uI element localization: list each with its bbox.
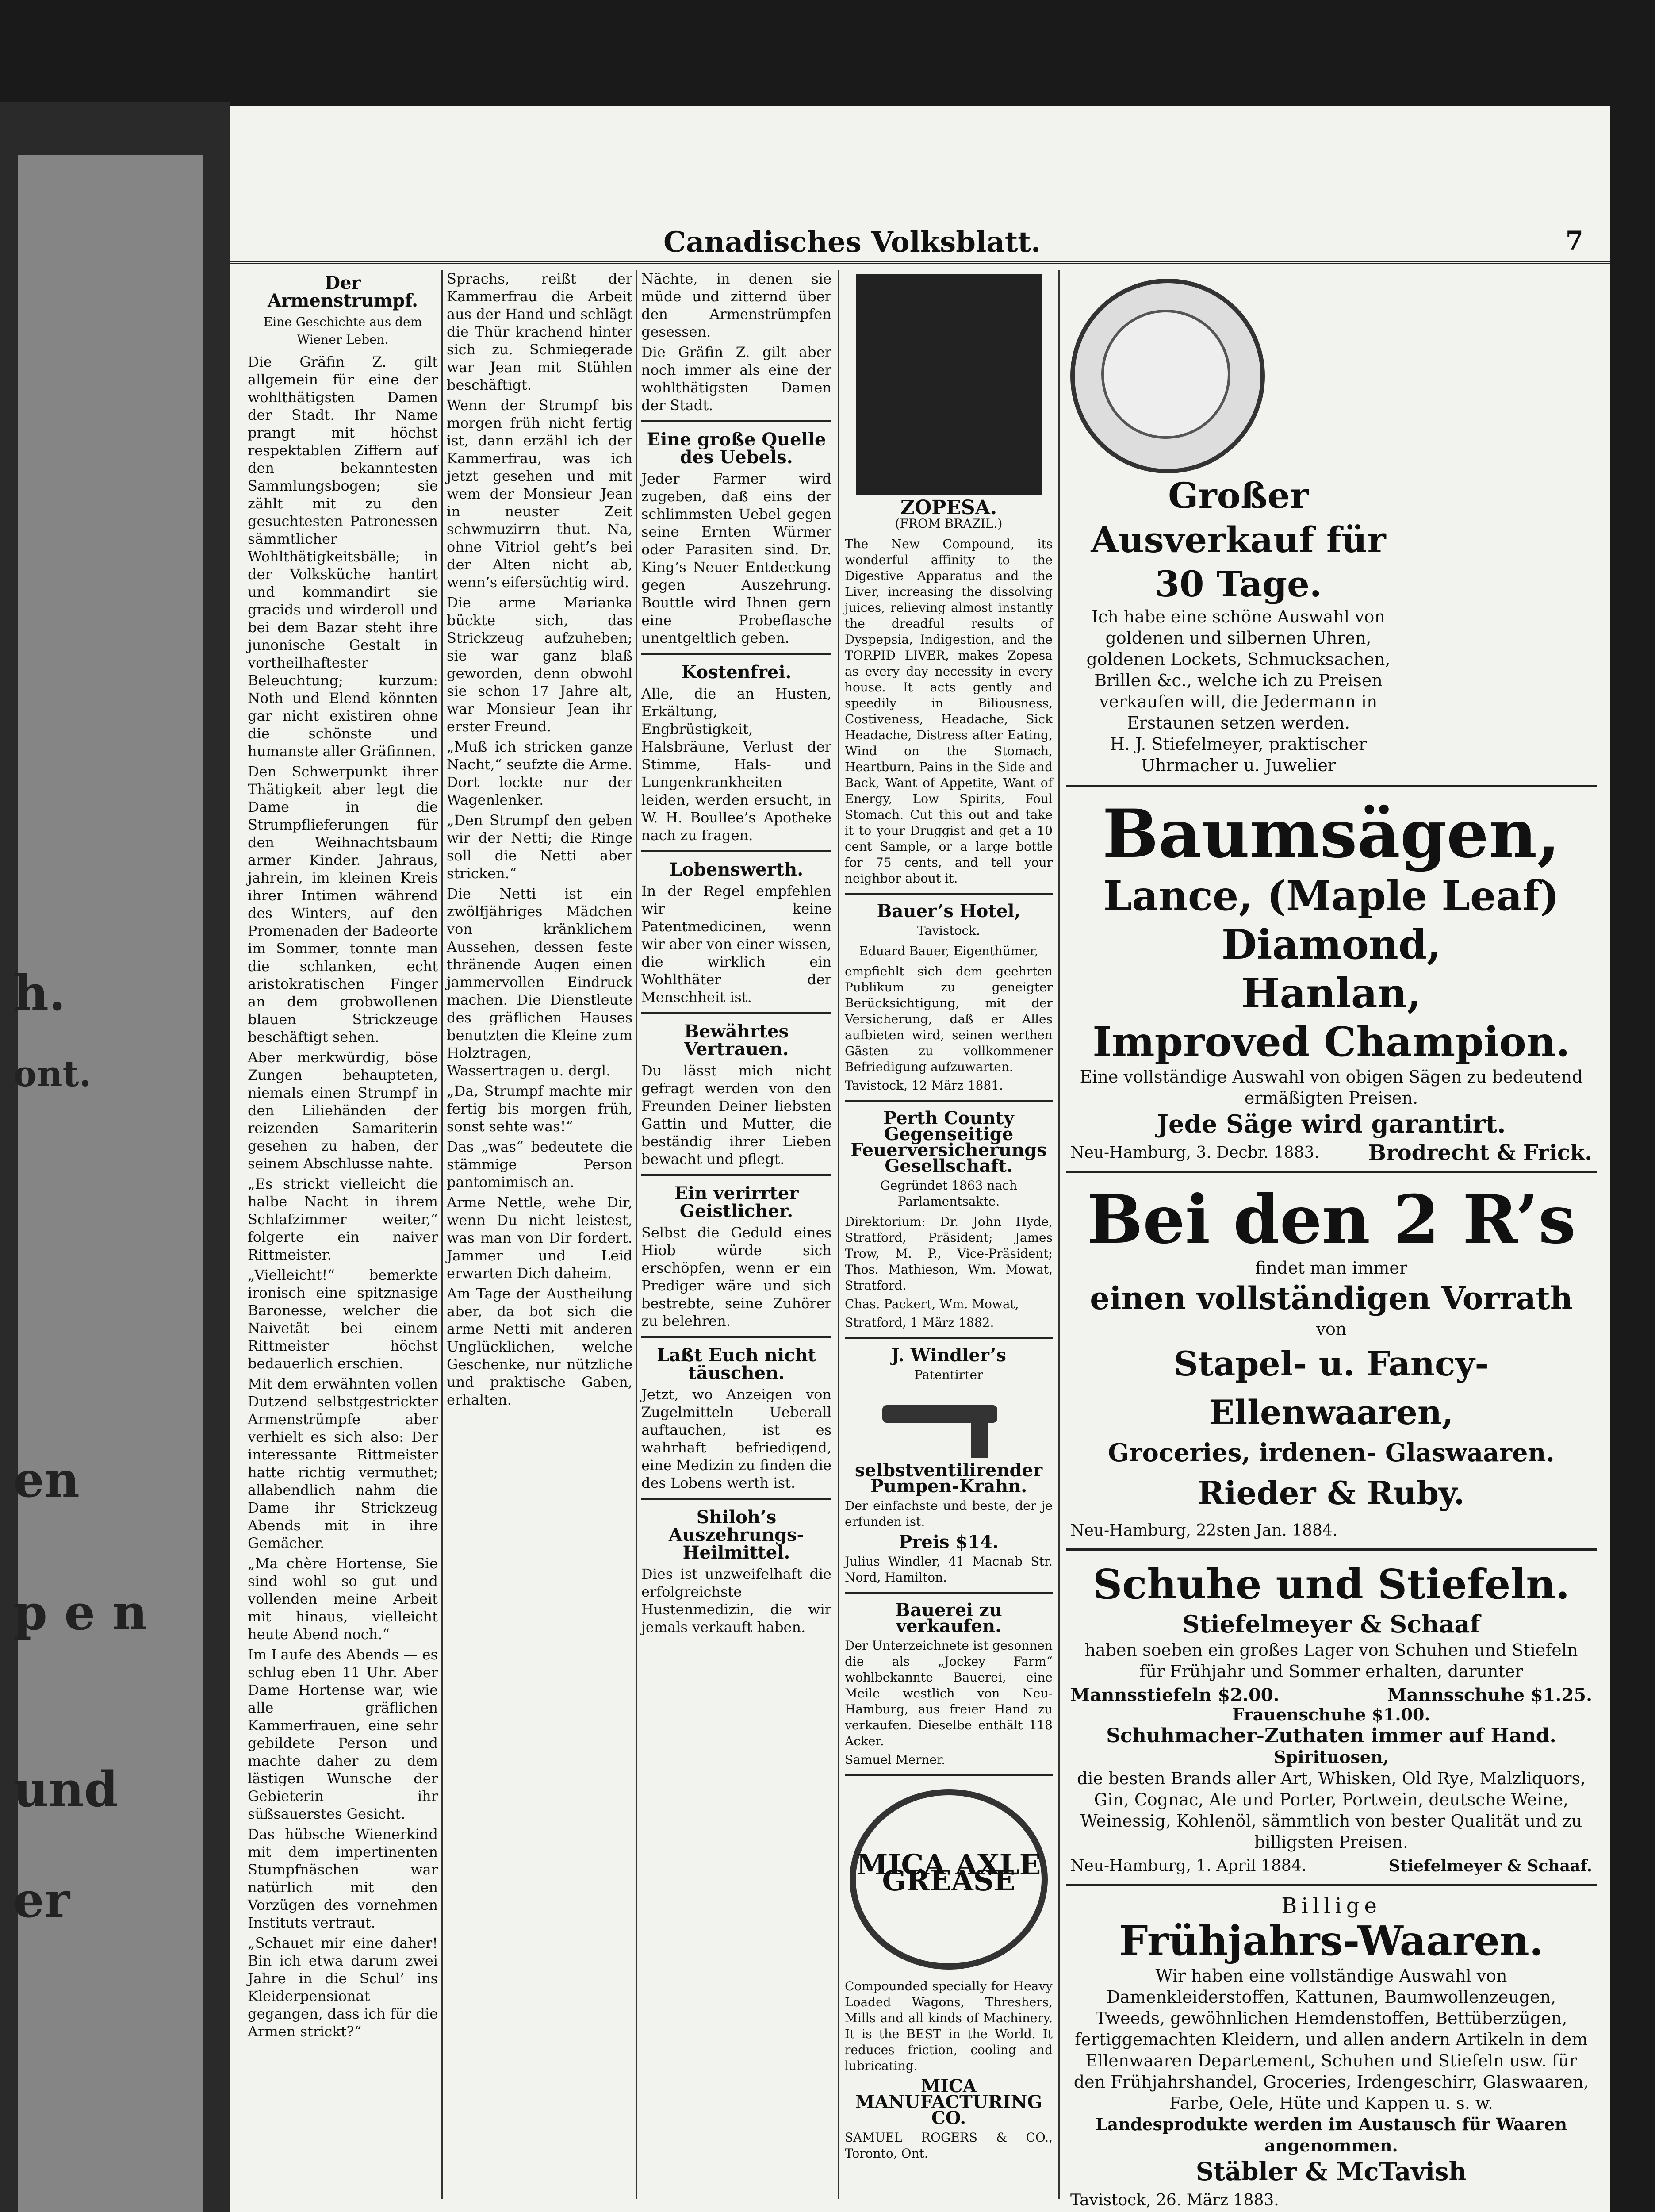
brewery-ad (845, 1592, 1053, 1768)
pump-contact: Julius Windler, 41 Macnab Str. Nord, Hamilton. (845, 1554, 1053, 1585)
margin-fragment: ont. (13, 1053, 92, 1094)
shoes-firm-top: Stiefelmeyer & Schaaf (1182, 1610, 1480, 1638)
notice (641, 420, 831, 647)
notice-text: Jeder Farmer wird zugeben, daß eins der schlimmsten Uebel gegen seine Ernten Würmer oder Parasiten sind. Dr. King’s Neuer Entdeckung gegen Auszehrung. Bouttle wird Ihnen gern eine Probeflasche unentgeltlich geben. (641, 470, 831, 646)
watch-sale-text: Ich habe eine schöne Auswahl von goldenen und silbernen Uhren, goldenen Lockets, Schmucksachen, Brillen &c., welche ich zu Preisen verkaufen will, die Jedermann in Erstaunen setzen werden. (1086, 607, 1391, 733)
paragraph: Im Laufe des Abends — es schlug eben 11 Uhr. Aber Dame Hortense war, wie alle gräflichen Kammerfrauen, eine sehr gebildete Person und machte daher zu dem lästigen Wunsche der Gebieterin ihr süßsauerstes Gesicht. (248, 1646, 438, 1822)
shoes-price: Frauenschuhe $1.00. (1232, 1705, 1430, 1724)
emblem-text: MICA AXLE GREASE (856, 1848, 1041, 1897)
saws-ad (1066, 787, 1597, 1173)
column-ads (845, 270, 1053, 2199)
hotel-owner: Eduard Bauer, Eigenthümer, (859, 944, 1038, 958)
spirits-text: die besten Brands aller Art, Whisken, Old Rye, Malzliquors, Gin, Cognac, Ale und Porter, Portwein, deutsche Weine, Weinessig, Kohlenöl, sämmtlich von bester Qualität und zu billigsten Preisen. (1077, 1769, 1586, 1852)
insurance-officers: Chas. Packert, Wm. Mowat, (845, 1297, 1019, 1311)
spring-title: Frühjahrs-Waaren. (1119, 1917, 1544, 1965)
wheel-emblem-icon (850, 1789, 1048, 1970)
paragraph: Arme Nettle, wehe Dir, wenn Du nicht leistest, was man von Dir fordert. Jammer und Leid erwarten Dich daheim. (447, 1194, 632, 1282)
axle-grease-ad (845, 1774, 1053, 2162)
column-rule (838, 270, 839, 2199)
axle-company: MICA MANUFACTURING CO. (855, 2076, 1042, 2128)
notice-text: Du lässt mich nicht gefragt werden von den Freunden Deiner liebsten Gattin und Mutter, die beständig ihrer Lieben bewacht und pflegt. (641, 1062, 831, 1167)
pump-name: J. Windler’s (891, 1345, 1006, 1366)
saws-date: Neu-Hamburg, 3. Decbr. 1883. (1070, 1144, 1319, 1162)
paragraph: „Vielleicht!“ bemerkte ironisch eine spitznasige Baronesse, welcher die Naivetät bei einem Rittmeister höchst bedauerlich erschien. (248, 1267, 438, 1372)
saws-guarantee: Jede Säge wird garantirt. (1157, 1110, 1506, 1139)
story-subheading: Eine Geschichte aus dem Wiener Leben. (263, 315, 422, 347)
paragraph: Die Netti ist ein zwölfjähriges Mädchen von kränklichem Aussehen, dessen feste thränende Augen einen jammervollen Eindruck machen. Die Dienstleute des gräflichen Hauses benutzten die Kleine zum Holztragen, Wassertragen u. dergl. (447, 885, 632, 1079)
notice-text: Alle, die an Husten, Erkältung, Engbrüstigkeit, Halsbräune, Verlust der Stimme, Hals- und Lungenkrankheiten leiden, werden ersucht, in W. H. Boullee’s Apotheke nach zu fragen. (641, 685, 831, 844)
dry-goods-title: Bei den 2 R’s (1087, 1181, 1576, 1259)
shoes-ad (1066, 1551, 1597, 1886)
paragraph: Das hübsche Wienerkind mit dem impertinenten Stumpfnäschen war natürlich mit den Vorzügen des vornehmen Instituts vertraut. (248, 1826, 438, 1931)
zopesa-title: ZOPESA. (900, 496, 997, 519)
notice (641, 1336, 831, 1492)
newspaper-page (230, 106, 1610, 2212)
shoes-text: haben soeben ein großes Lager von Schuhen und Stiefeln für Frühjahr und Sommer erhalten, darunter (1084, 1640, 1578, 1681)
insurance-founded: Gegründet 1863 nach Parlamentsakte. (880, 1178, 1017, 1209)
paragraph: Das „was“ bedeutete die stämmige Person pantomimisch an. (447, 1138, 632, 1190)
shoes-supplies: Schuhmacher-Zuthaten immer auf Hand. (1106, 1724, 1556, 1747)
shoes-date: Neu-Hamburg, 1. April 1884. (1070, 1857, 1307, 1875)
column-notices (641, 270, 831, 2199)
watch-sale-heading: Großer Ausverkauf für 30 Tage. (1091, 475, 1386, 605)
pocket-watch-icon (1070, 279, 1265, 473)
notice-text: Jetzt, wo Anzeigen von Zugelmitteln Ueberall auftauchen, ist es wahrhaft befriedigend, eine Medizin zu finden die des Lobens werth ist. (641, 1386, 831, 1491)
zopesa-portrait-image (856, 274, 1042, 495)
hotel-name: Bauer’s Hotel, (877, 901, 1021, 922)
paragraph: „Ma chère Hortense, Sie sind wohl so gut und vollenden meine Arbeit mit hinaus, vielleicht heute Abend noch.“ (248, 1555, 438, 1643)
notice-heading: Lobenswerth. (669, 859, 804, 880)
notice-heading: Shiloh’s Auszehrungs-Heilmittel. (668, 1507, 805, 1563)
notice-heading: Bewährtes Vertrauen. (684, 1021, 789, 1060)
dry-goods-date: Neu-Hamburg, 22sten Jan. 1884. (1070, 1521, 1338, 1540)
margin-fragment: p e n (13, 1584, 148, 1641)
spring-note: Landesprodukte werden im Austausch für Waaren angenommen. (1095, 2114, 1567, 2155)
shoes-title: Schuhe und Stiefeln. (1092, 1560, 1570, 1608)
pump-price: Preis $14. (899, 1532, 999, 1552)
hotel-ad (845, 893, 1053, 1094)
zopesa-text: The New Compound, its wonderful affinity to the Digestive Apparatus and the Liver, increasing the dissolving juices, relieving almost instantly the dreadful results of Dyspepsia, Indigestion, and the TORPID LIVER, makes Zopesa as every day necessity in every house. It acts gently and speedily in Biliousness, Costiveness, Headache, Sick Headache, Distress after Eating, Wind on the Stomach, Heartburn, Pains in the Side and Back, Want of Appetite, Want of Energy, Low Spirits, Foul Stomach. Cut this out and take it to your Druggist and get a 10 cent Sample, or a large bottle for 75 cents, and tell your neighbor about it. (845, 537, 1053, 886)
column-rule (1058, 270, 1060, 2199)
paragraph: Am Tage der Austheilung aber, da bot sich die arme Netti mit anderen Unglücklichen, welche Geschenke, nur nützliche und praktische Gaben, erhalten. (447, 1285, 632, 1408)
saws-firm: Brodrecht & Frick. (1368, 1141, 1592, 1165)
brewery-signature: Samuel Merner. (845, 1752, 946, 1767)
brewery-heading: Bauerei zu verkaufen. (895, 1600, 1002, 1636)
column-story (248, 270, 438, 2199)
insurance-date: Stratford, 1 März 1882. (845, 1315, 994, 1330)
axle-text: Compounded specially for Heavy Loaded Wagons, Threshers, Mills and all kinds of Machinery. It is the BEST in the World. It reduces friction, cooling and lubricating. (845, 1979, 1053, 2073)
notice-heading: Ein verirrter Geistlicher. (674, 1183, 799, 1221)
column-large-ads (1066, 270, 1597, 2209)
faucet-icon (882, 1387, 1015, 1458)
spring-goods-ad (1066, 1886, 1597, 2212)
spring-date: Tavistock, 26. März 1883. (1070, 2191, 1279, 2209)
adjacent-page-edge (0, 102, 230, 2212)
notice (641, 1012, 831, 1168)
dry-goods-line: von (1316, 1319, 1347, 1339)
saw-item: Improved Champion. (1092, 1018, 1570, 1066)
dry-goods-line: findet man immer (1255, 1258, 1408, 1278)
pump-ad (845, 1337, 1053, 1586)
pump-patent: Patentirter (914, 1367, 983, 1382)
notice-text: Selbst die Geduld eines Hiob würde sich erschöpfen, wenn er ein Prediger wäre und sich bestrebte, seine Zuhörer zu belehren. (641, 1224, 831, 1329)
notice-text: In der Regel empfehlen wir keine Patentmedicinen, wenn wir aber von einer wissen, die wirklich ein Wohlthäter der Menschheit ist. (641, 883, 831, 1006)
watch-sale-ad (1066, 270, 1597, 787)
paragraph: Die Gräfin Z. gilt allgemein für eine der wohlthätigsten Damen der Stadt. Ihr Name prangt mit höchst respektablen Ziffern auf den bekanntesten Sammlungsbogen; sie zählt mit zu den gesuchtesten Patronessen sämmtlicher Wohlthätigkeitsbälle; in der Volksküche hantirt und kommandirt sie gracids und wirderoll und bei dem Bazar steht ihre junonische Gestalt in vortheilhaftester Beleuchtung; kurzum: Noth und Elend könnten gar nicht existiren ohne die schönste und humanste aller Gräfinnen. (248, 353, 438, 760)
brewery-text: Der Unterzeichnete ist gesonnen die als „Jockey Farm“ wohlbekannte Bauerei, eine Meile westlich von Neu-Hamburg, aus freier Hand zu verkaufen. Dieselbe enthält 118 Acker. (845, 1638, 1053, 1748)
paragraph: Den Schwerpunkt ihrer Thätigkeit aber legt die Dame in die Strumpflieferungen für den Weihnachtsbaum armer Kinder. Jahraus, jahrein, im kleinen Kreis ihrer Intimen während des Winters, auf den Promenaden der Badeorte im Sommer, tonnte man die schlanken, echt aristokratischen Finger an dem grobwollenen blauen Strickzeuge beschäftigt sehen. (248, 763, 438, 1045)
hotel-text: empfiehlt sich dem geehrten Publikum zu geneigter Berücksichtigung, mit der Versicherung, daß er Alles aufbieten wird, seinen werthen Gästen zu vollkommener Befriedigung aufzuwarten. (845, 964, 1053, 1074)
saw-item: Lance, (Maple Leaf) (1103, 872, 1559, 920)
paragraph: „Schauet mir eine daher! Bin ich etwa darum zwei Jahre in die Schul’ ins Kleiderpensionat gegangen, dass ich für die Armen strickt?“ (248, 1935, 438, 2040)
watch-sale-signature: H. J. Stiefelmeyer, praktischer Uhrmacher u. Juwelier (1110, 734, 1367, 775)
spring-firm: Stäbler & McTavish (1195, 2157, 1467, 2186)
paragraph: „Den Strumpf den geben wir der Netti; die Ringe soll die Netti aber stricken.“ (447, 812, 632, 882)
paragraph: Nächte, in denen sie müde und zitternd über den Armenstrümpfen gesessen. (641, 270, 831, 340)
paragraph: Die arme Marianka bückte sich, das Strickzeug aufzuheben; sie war ganz blaß geworden, denn obwohl sie schon 17 Jahre alt, war Monsieur Jean ihr erster Freund. (447, 594, 632, 735)
column-story-continued (447, 270, 632, 2199)
notice (641, 1498, 831, 1636)
notice-heading: Kostenfrei. (681, 662, 792, 683)
insurance-ad (845, 1100, 1053, 1331)
paragraph: „Es strickt vielleicht die halbe Nacht in ihrem Schlafzimmer weiter,“ folgerte ein naiver Rittmeister. (248, 1175, 438, 1263)
paragraph: Die Gräfin Z. gilt aber noch immer als eine der wohlthätigsten Damen der Stadt. (641, 344, 831, 414)
margin-fragment: er (13, 1871, 70, 1928)
shoes-firm: Stiefelmeyer & Schaaf. (1388, 1857, 1592, 1875)
paragraph: „Muß ich stricken ganze Nacht,“ seufzte die Arme. Dort lockte nur der Wagenlenker. (447, 738, 632, 808)
saws-text: Eine vollständige Auswahl von obigen Sägen zu bedeutend ermäßigten Preisen. (1080, 1067, 1583, 1108)
paragraph: Wenn der Strumpf bis morgen früh nicht fertig ist, dann erzähl ich der Kammerfrau, was ich jetzt gesehen und mit wem der Monsieur Jean in neuster Zeit schwmuzirrn thut. Na, ohne Vitriol geht’s bei der Alten nicht ab, wenn’s eifersüchtig wird. (447, 397, 632, 591)
margin-fragment: en (13, 1451, 80, 1508)
axle-address: SAMUEL ROGERS & CO., Toronto, Ont. (845, 2130, 1053, 2161)
margin-fragment: und (13, 1761, 118, 1818)
column-rule (441, 270, 443, 2199)
notice (641, 850, 831, 1006)
page-number: 7 (1565, 226, 1583, 256)
paragraph: Mit dem erwähnten vollen Dutzend selbstgestrickter Armenstrümpfe aber verhielt es sich also: Der interessante Rittmeister hatte richtig vermuthet; allabendlich nahm die Dame ihr Strickzeug Abends mit in ihre Gemächer. (248, 1375, 438, 1551)
paragraph: Aber merkwürdig, böse Zungen behaupteten, niemals einen Strumpf in den Liliehänden der reizenden Samariterin gesehen zu haben, der seinem Abschlusse nahte. (248, 1049, 438, 1172)
margin-fragment: h. (13, 964, 66, 1022)
saw-item: Hanlan, (1241, 969, 1421, 1017)
pump-title: selbstventilirender Pumpen-Krahn. (854, 1460, 1043, 1497)
notice (641, 653, 831, 844)
spring-kicker: Billige (1281, 1893, 1381, 1918)
pump-text: Der einfachste und beste, der je erfunden ist. (845, 1498, 1053, 1529)
shoes-price: Mannsstiefeln $2.00. (1070, 1685, 1280, 1705)
column-rule (636, 270, 637, 2199)
masthead (230, 221, 1610, 264)
notice (641, 1174, 831, 1330)
paragraph: „Da, Strumpf machte mir fertig bis morgen früh, sonst sehte was!“ (447, 1083, 632, 1135)
spring-text: Wir haben eine vollständige Auswahl von Damenkleiderstoffen, Kattunen, Baumwollenzeugen, Tweeds, gewöhnlichen Hemdenstoffen, Bettüberzügen, fertiggemachten Kleidern, und allen andern Artikeln in dem Ellenwaaren Departement, Schuhen und Stiefeln usw. für den Frühjahrshandel, Groceries, Irdengeschirr, Glaswaaren, Farbe, Oele, Hüte und Kappen u. s. w. (1073, 1966, 1589, 2113)
hotel-date: Tavistock, 12 März 1881. (845, 1078, 1003, 1093)
notice-text: Dies ist unzweifelhaft die erfolgreichste Hustenmedizin, die wir jemals verkauft haben. (641, 1566, 831, 1636)
notice-heading: Laßt Euch nicht täuschen. (657, 1345, 816, 1383)
dry-goods-line: einen vollständigen Vorrath (1090, 1280, 1573, 1317)
notice-heading: Eine große Quelle des Uebels. (647, 429, 826, 468)
story-heading: Der Armenstrumpf. (267, 273, 418, 311)
shoes-price: Mannsschuhe $1.25. (1387, 1685, 1592, 1705)
spirits-heading: Spirituosen, (1274, 1747, 1389, 1767)
paragraph: Sprachs, reißt der Kammerfrau die Arbeit aus der Hand und schlägt die Thür krachend hinter sich zu. Schmiegerade war Jean mit Stühlen beschäftigt. (447, 270, 632, 393)
dry-goods-line: Groceries, irdenen- Glaswaaren. (1108, 1438, 1555, 1467)
saw-item: Diamond, (1221, 921, 1441, 968)
dry-goods-line: Stapel- u. Fancy-Ellenwaaren, (1173, 1344, 1489, 1432)
dry-goods-firm: Rieder & Ruby. (1198, 1474, 1465, 1512)
hotel-place: Tavistock. (917, 923, 980, 938)
masthead-title: Canadisches Volksblatt. (663, 226, 1041, 259)
saws-title: Baumsägen, (1102, 795, 1560, 873)
insurance-name: Perth County Gegenseitige Feuerversicherungs Gesellschaft. (850, 1108, 1047, 1176)
insurance-text: Direktorium: Dr. John Hyde, Stratford, Präsident; James Trow, M. P., Vice-Präsident; Thos. Mathieson, Wm. Mowat, Stratford. (845, 1214, 1053, 1293)
dry-goods-ad (1066, 1173, 1597, 1551)
zopesa-origin: (FROM BRAZIL.) (895, 516, 1003, 531)
